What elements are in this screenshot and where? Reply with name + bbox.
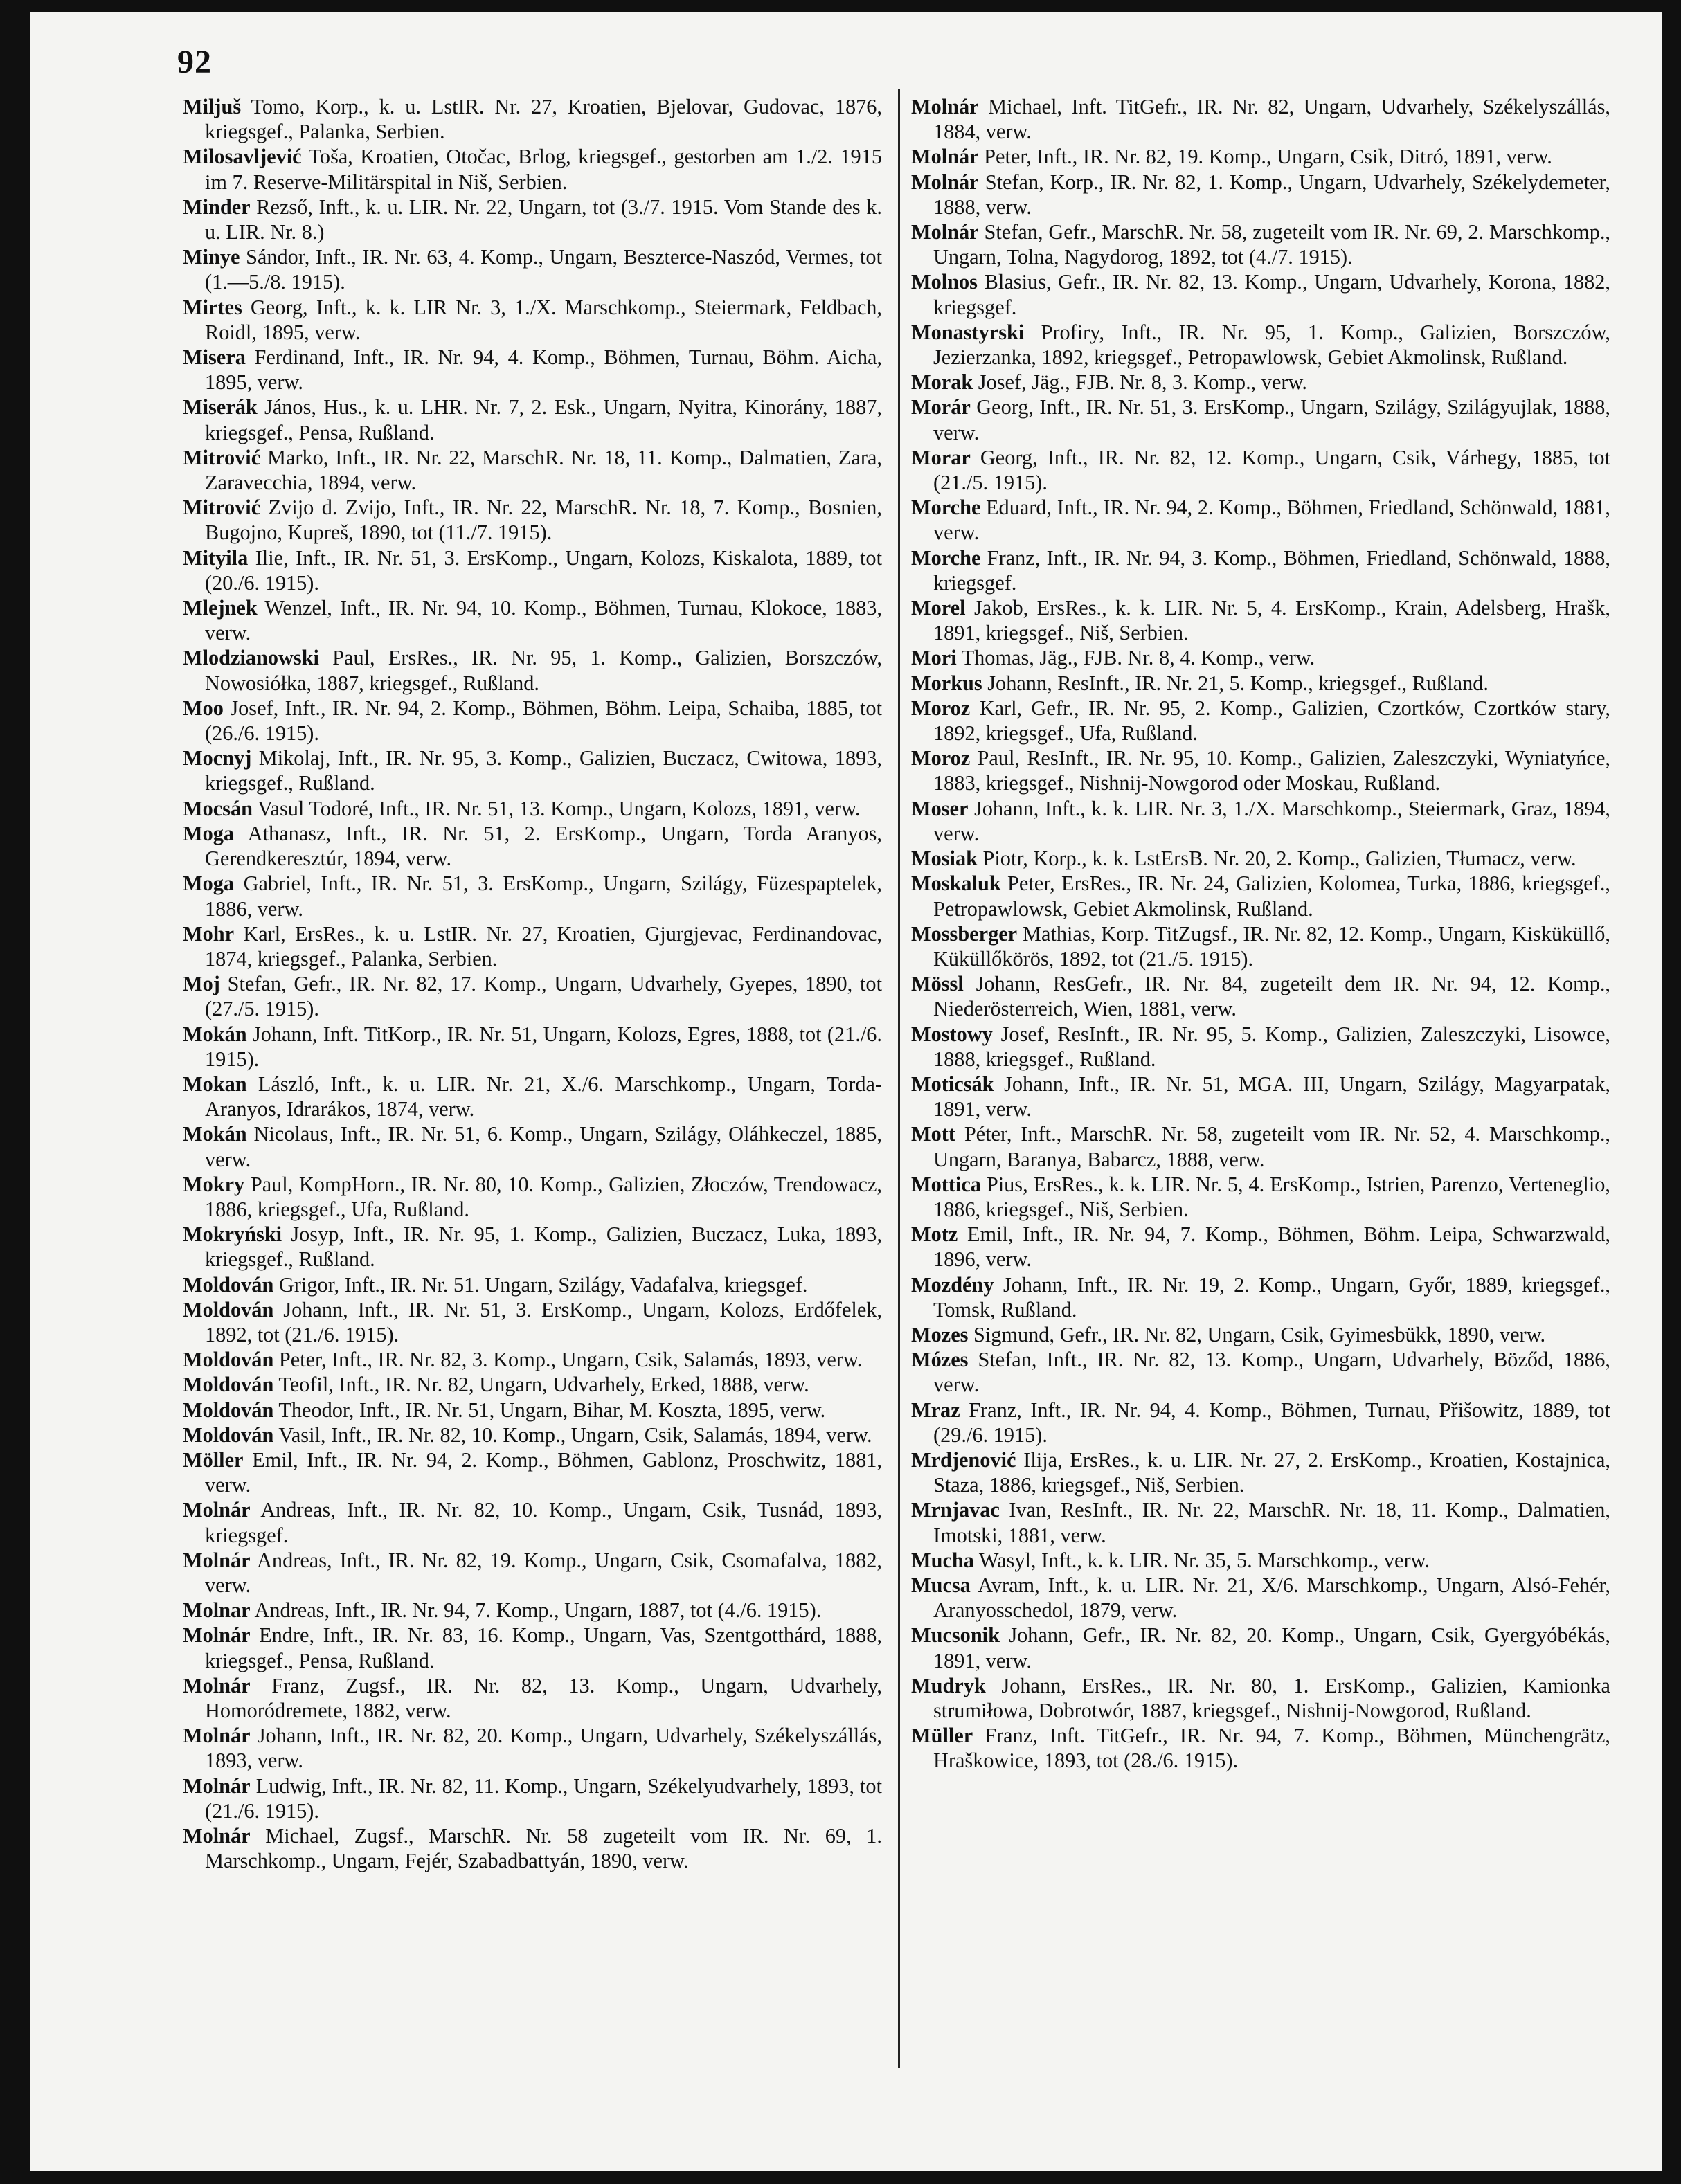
list-entry bbox=[911, 1673, 1610, 1723]
entry-surname: Morár bbox=[911, 395, 971, 419]
list-entry bbox=[183, 1172, 882, 1222]
entry-surname: Morar bbox=[911, 445, 971, 469]
list-entry bbox=[183, 1497, 882, 1547]
list-entry bbox=[911, 645, 1610, 670]
entry-details: Thomas, Jäg., FJB. Nr. 8, 4. Komp., verw. bbox=[956, 646, 1315, 670]
list-entry bbox=[183, 1598, 882, 1623]
entry-details: Toša, Kroatien, Otočac, Brlog, kriegsgef., gestorben am 1./2. 1915 im 7. Reserve-Militärspital in Niš, Serbien. bbox=[205, 145, 882, 194]
list-entry bbox=[911, 595, 1610, 645]
entry-details: Johann, ResInft., IR. Nr. 21, 5. Komp., kriegsgef., Rußland. bbox=[982, 671, 1489, 695]
entry-details: Peter, Inft., IR. Nr. 82, 19. Komp., Ungarn, Csik, Ditró, 1891, verw. bbox=[978, 145, 1552, 169]
entry-details: Franz, Zugsf., IR. Nr. 82, 13. Komp., Ungarn, Udvarhely, Homoródremete, 1882, verw. bbox=[205, 1673, 882, 1722]
list-entry bbox=[183, 445, 882, 495]
entry-surname: Morche bbox=[911, 545, 981, 570]
entry-surname: Mossberger bbox=[911, 921, 1018, 946]
entry-surname: Molnár bbox=[183, 1498, 251, 1522]
entry-surname: Mózes bbox=[911, 1348, 969, 1372]
entry-surname: Mokan bbox=[183, 1072, 247, 1096]
entry-details: Athanasz, Inft., IR. Nr. 51, 2. ErsKomp., Ungarn, Torda Aranyos, Gerendkeresztúr, 1894, verw. bbox=[205, 821, 882, 871]
list-entry bbox=[183, 1423, 882, 1447]
entry-details: Stefan, Korp., IR. Nr. 82, 1. Komp., Ungarn, Udvarhely, Székelydemeter, 1888, verw. bbox=[933, 170, 1610, 219]
entry-surname: Mott bbox=[911, 1122, 955, 1146]
entry-details: Johann, ErsRes., IR. Nr. 80, 1. ErsKomp., Galizien, Kamionka strumiłowa, Dobrotwór, 1887, kriegsgef., Nishnij-Nowgorod, Rußland. bbox=[933, 1673, 1610, 1722]
list-entry bbox=[183, 1022, 882, 1072]
entry-surname: Mössl bbox=[911, 972, 964, 996]
entry-details: Stefan, Inft., IR. Nr. 82, 13. Komp., Ungarn, Udvarhely, Böződ, 1886, verw. bbox=[933, 1348, 1610, 1397]
entry-details: László, Inft., k. u. LIR. Nr. 21, X./6. Marschkomp., Ungarn, Torda-Aranyos, Idrarákos, 1874, verw. bbox=[205, 1072, 882, 1121]
entry-surname: Milosavljević bbox=[183, 145, 302, 169]
entry-surname: Minye bbox=[183, 245, 240, 269]
entry-surname: Mostowy bbox=[911, 1022, 993, 1046]
list-entry bbox=[183, 1447, 882, 1497]
entry-details: Georg, Inft., IR. Nr. 82, 12. Komp., Ungarn, Csik, Várhegy, 1885, tot (21./5. 1915). bbox=[933, 445, 1610, 495]
list-entry bbox=[183, 871, 882, 921]
entry-details: Paul, KompHorn., IR. Nr. 80, 10. Komp., Galizien, Złoczów, Trendowacz, 1886, kriegsgef., Ufa, Rußland. bbox=[205, 1172, 882, 1221]
entry-details: Sándor, Inft., IR. Nr. 63, 4. Komp., Ungarn, Beszterce-Naszód, Vermes, tot (1.—5./8. 1915). bbox=[205, 245, 882, 294]
entry-details: Ilija, ErsRes., k. u. LIR. Nr. 27, 2. ErsKomp., Kroatien, Kostajnica, Staza, 1886, kriegsgef., Niš, Serbien. bbox=[933, 1447, 1610, 1497]
list-entry bbox=[911, 320, 1610, 370]
list-entry bbox=[911, 921, 1610, 971]
list-entry bbox=[911, 445, 1610, 495]
page-number: 92 bbox=[177, 44, 212, 80]
list-entry bbox=[183, 1398, 882, 1423]
entry-surname: Moga bbox=[183, 872, 235, 896]
list-entry bbox=[911, 871, 1610, 921]
entry-surname: Moser bbox=[911, 796, 969, 820]
entry-surname: Monastyrski bbox=[911, 320, 1025, 344]
entry-surname: Miljuš bbox=[183, 95, 242, 118]
entry-surname: Mocsán bbox=[183, 796, 253, 820]
entry-surname: Mokán bbox=[183, 1122, 247, 1146]
entry-details: Gabriel, Inft., IR. Nr. 51, 3. ErsKomp., Ungarn, Szilágy, Füzespaptelek, 1886, verw. bbox=[205, 872, 882, 921]
entry-surname: Molnár bbox=[183, 1548, 251, 1572]
entry-surname: Mucsa bbox=[911, 1573, 971, 1597]
list-entry bbox=[911, 1623, 1610, 1672]
list-entry bbox=[911, 971, 1610, 1021]
entry-details: Emil, Inft., IR. Nr. 94, 7. Komp., Böhmen, Böhm. Leipa, Schwarzwald, 1896, verw. bbox=[933, 1222, 1610, 1272]
entry-details: Franz, Inft. TitGefr., IR. Nr. 94, 7. Komp., Böhmen, Münchengrätz, Hraškowice, 1893, tot (28./6. 1915). bbox=[933, 1724, 1610, 1773]
entry-details: Franz, Inft., IR. Nr. 94, 3. Komp., Böhmen, Friedland, Schönwald, 1888, kriegsgef. bbox=[933, 545, 1610, 595]
entry-surname: Mokryński bbox=[183, 1222, 282, 1247]
list-entry bbox=[183, 645, 882, 695]
entry-details: Paul, ResInft., IR. Nr. 95, 10. Komp., Galizien, Zaleszczyki, Wyniatyńce, 1883, kriegsgef., Nishnij-Nowgorod oder Moskau, Rußland. bbox=[933, 746, 1610, 795]
entry-details: Peter, ErsRes., IR. Nr. 24, Galizien, Kolomea, Turka, 1886, kriegsgef., Petropawlowsk, Gebiet Akmolinsk, Rußland. bbox=[933, 872, 1610, 921]
list-entry bbox=[911, 170, 1610, 219]
entry-surname: Molnos bbox=[911, 270, 978, 294]
entry-details: Andreas, Inft., IR. Nr. 82, 19. Komp., Ungarn, Csik, Csomafalva, 1882, verw. bbox=[205, 1548, 882, 1597]
list-entry bbox=[183, 395, 882, 444]
list-entry bbox=[911, 269, 1610, 319]
entry-details: Tomo, Korp., k. u. LstIR. Nr. 27, Kroatien, Bjelovar, Gudovac, 1876, kriegsgef., Palanka, Serbien. bbox=[205, 95, 882, 144]
entry-details: Johann, Inft., IR. Nr. 51, 3. ErsKomp., Ungarn, Kolozs, Erdőfelek, 1892, tot (21./6. 1915). bbox=[205, 1297, 882, 1346]
entry-surname: Mozdény bbox=[911, 1272, 994, 1297]
entry-surname: Mokán bbox=[183, 1022, 247, 1046]
entry-surname: Moldován bbox=[183, 1272, 274, 1297]
entry-surname: Morak bbox=[911, 370, 973, 395]
entry-details: Grigor, Inft., IR. Nr. 51. Ungarn, Szilágy, Vadafalva, kriegsgef. bbox=[273, 1272, 808, 1297]
list-entry bbox=[183, 821, 882, 871]
list-entry bbox=[183, 545, 882, 595]
list-entry bbox=[911, 1121, 1610, 1171]
entry-surname: Moskaluk bbox=[911, 872, 1001, 896]
list-entry bbox=[911, 1347, 1610, 1397]
entry-surname: Miserák bbox=[183, 395, 258, 419]
list-entry bbox=[911, 1548, 1610, 1573]
list-entry bbox=[183, 195, 882, 244]
entry-surname: Morche bbox=[911, 496, 981, 520]
entry-surname: Molnár bbox=[183, 1824, 251, 1848]
entry-details: Michael, Inft. TitGefr., IR. Nr. 82, Ungarn, Udvarhely, Székelyszállás, 1884, verw. bbox=[933, 95, 1610, 144]
entry-details: Peter, Inft., IR. Nr. 82, 3. Komp., Ungarn, Csik, Salamás, 1893, verw. bbox=[273, 1348, 863, 1372]
entry-surname: Moldován bbox=[183, 1373, 274, 1397]
entry-details: Stefan, Gefr., IR. Nr. 82, 17. Komp., Ungarn, Udvarhely, Gyepes, 1890, tot (27./5. 1915). bbox=[205, 972, 882, 1021]
entry-surname: Moldován bbox=[183, 1348, 274, 1372]
list-entry bbox=[183, 1548, 882, 1598]
entry-details: Stefan, Gefr., MarschR. Nr. 58, zugeteilt vom IR. Nr. 69, 2. Marschkomp., Ungarn, Tolna, Nagydorog, 1892, tot (4./7. 1915). bbox=[933, 220, 1610, 269]
entry-details: Zvijo d. Zvijo, Inft., IR. Nr. 22, MarschR. Nr. 18, 7. Komp., Bosnien, Bugojno, Kupreš, 1890, tot (11./7. 1915). bbox=[205, 496, 882, 545]
entry-details: Paul, ErsRes., IR. Nr. 95, 1. Komp., Galizien, Borszczów, Nowosiółka, 1887, kriegsgef., Rußland. bbox=[205, 646, 882, 695]
entry-surname: Mohr bbox=[183, 921, 235, 946]
entry-details: Ilie, Inft., IR. Nr. 51, 3. ErsKomp., Ungarn, Kolozs, Kiskalota, 1889, tot (20./6. 1915). bbox=[205, 545, 882, 595]
list-entry bbox=[911, 796, 1610, 846]
list-entry bbox=[911, 1272, 1610, 1322]
entry-details: Johann, ResGefr., IR. Nr. 84, zugeteilt dem IR. Nr. 94, 12. Komp., Niederösterreich, Wien, 1881, verw. bbox=[933, 972, 1610, 1021]
entry-surname: Molnár bbox=[183, 1774, 251, 1798]
list-entry bbox=[183, 971, 882, 1021]
entry-surname: Molnár bbox=[183, 1673, 251, 1697]
list-entry bbox=[183, 345, 882, 395]
entry-details: Endre, Inft., IR. Nr. 83, 16. Komp., Ungarn, Vas, Szentgotthárd, 1888, kriegsgef., Pensa, Rußland. bbox=[205, 1623, 882, 1672]
list-entry bbox=[183, 1723, 882, 1773]
entry-surname: Mlejnek bbox=[183, 596, 258, 620]
list-entry bbox=[183, 295, 882, 345]
entry-details: Pius, ErsRes., k. k. LIR. Nr. 5, 4. ErsKomp., Istrien, Parenzo, Verteneglio, 1886, kriegsgef., Niš, Serbien. bbox=[933, 1172, 1610, 1221]
entry-details: Josyp, Inft., IR. Nr. 95, 1. Komp., Galizien, Buczacz, Luka, 1893, kriegsgef., Rußland. bbox=[205, 1222, 882, 1272]
entry-details: Johann, Inft., IR. Nr. 51, MGA. III, Ungarn, Szilágy, Magyarpatak, 1891, verw. bbox=[933, 1072, 1610, 1121]
list-entry bbox=[183, 244, 882, 294]
list-entry bbox=[183, 696, 882, 746]
entry-surname: Möller bbox=[183, 1447, 244, 1472]
list-entry bbox=[911, 1398, 1610, 1447]
list-entry bbox=[911, 696, 1610, 746]
entry-surname: Moticsák bbox=[911, 1072, 994, 1096]
list-entry bbox=[911, 846, 1610, 871]
entry-details: Georg, Inft., IR. Nr. 51, 3. ErsKomp., Ungarn, Szilágy, Szilágyujlak, 1888, verw. bbox=[933, 395, 1610, 444]
list-entry bbox=[911, 395, 1610, 444]
entry-surname: Molnár bbox=[911, 170, 979, 194]
list-entry bbox=[911, 1172, 1610, 1222]
entry-details: Wasyl, Inft., k. k. LIR. Nr. 35, 5. Marschkomp., verw. bbox=[973, 1548, 1430, 1572]
entry-details: Wenzel, Inft., IR. Nr. 94, 10. Komp., Böhmen, Turnau, Klokoce, 1883, verw. bbox=[205, 596, 882, 645]
list-entry bbox=[183, 495, 882, 545]
list-entry bbox=[183, 1072, 882, 1121]
list-entry bbox=[183, 1372, 882, 1397]
list-entry bbox=[183, 1297, 882, 1347]
entry-surname: Molnár bbox=[911, 145, 979, 169]
entry-details: Georg, Inft., k. k. LIR Nr. 3, 1./X. Marschkomp., Steiermark, Feldbach, Roidl, 1895, verw. bbox=[205, 295, 882, 344]
entry-surname: Müller bbox=[911, 1724, 973, 1748]
entry-details: Vasul Todoré, Inft., IR. Nr. 51, 13. Komp., Ungarn, Kolozs, 1891, verw. bbox=[252, 796, 861, 820]
entry-surname: Molnar bbox=[183, 1598, 251, 1623]
entry-surname: Mraz bbox=[911, 1398, 960, 1422]
entry-details: Jakob, ErsRes., k. k. LIR. Nr. 5, 4. ErsKomp., Krain, Adelsberg, Hrašk, 1891, kriegsgef., Niš, Serbien. bbox=[933, 596, 1610, 645]
entry-details: Franz, Inft., IR. Nr. 94, 4. Komp., Böhmen, Turnau, Přišowitz, 1889, tot (29./6. 1915). bbox=[933, 1398, 1610, 1447]
list-entry bbox=[911, 1723, 1610, 1773]
entry-surname: Mucha bbox=[911, 1548, 974, 1572]
entry-details: Ferdinand, Inft., IR. Nr. 94, 4. Komp., Böhmen, Turnau, Böhm. Aicha, 1895, verw. bbox=[205, 345, 882, 395]
entry-surname: Mucsonik bbox=[911, 1623, 1000, 1648]
list-entry bbox=[183, 1623, 882, 1672]
entry-surname: Mrnjavac bbox=[911, 1498, 1000, 1522]
list-entry bbox=[911, 370, 1610, 395]
entry-details: Emil, Inft., IR. Nr. 94, 2. Komp., Böhmen, Gablonz, Proschwitz, 1881, verw. bbox=[205, 1447, 882, 1497]
list-entry bbox=[911, 545, 1610, 595]
entry-details: Nicolaus, Inft., IR. Nr. 51, 6. Komp., Ungarn, Szilágy, Oláhkeczel, 1885, verw. bbox=[205, 1122, 882, 1171]
entry-details: Profiry, Inft., IR. Nr. 95, 1. Komp., Galizien, Borszczów, Jezierzanka, 1892, kriegsgef., Petropawlowsk, Gebiet Akmolinsk, Rußland. bbox=[933, 320, 1610, 370]
list-entry bbox=[911, 94, 1610, 144]
entry-surname: Moroz bbox=[911, 696, 971, 720]
list-entry bbox=[183, 1774, 882, 1823]
entry-surname: Moo bbox=[183, 696, 224, 720]
entry-details: Avram, Inft., k. u. LIR. Nr. 21, X/6. Marschkomp., Ungarn, Alsó-Fehér, Aranyosschedol, 1879, verw. bbox=[933, 1573, 1610, 1623]
list-entry bbox=[911, 746, 1610, 795]
entry-surname: Mitrović bbox=[183, 445, 261, 469]
entry-surname: Minder bbox=[183, 195, 251, 219]
entry-details: Theodor, Inft., IR. Nr. 51, Ungarn, Bihar, M. Koszta, 1895, verw. bbox=[273, 1398, 826, 1422]
list-entry bbox=[183, 796, 882, 821]
entry-surname: Mottica bbox=[911, 1172, 981, 1196]
entry-details: Andreas, Inft., IR. Nr. 94, 7. Komp., Ungarn, 1887, tot (4./6. 1915). bbox=[250, 1598, 822, 1623]
entry-details: Josef, ResInft., IR. Nr. 95, 5. Komp., Galizien, Zaleszczyki, Lisowce, 1888, kriegsgef., Rußland. bbox=[933, 1022, 1610, 1071]
list-entry bbox=[911, 144, 1610, 169]
entry-surname: Mocnyj bbox=[183, 746, 252, 770]
entry-surname: Mokry bbox=[183, 1172, 245, 1196]
entry-details: Péter, Inft., MarschR. Nr. 58, zugeteilt vom IR. Nr. 52, 4. Marschkomp., Ungarn, Baranya, Babarcz, 1888, verw. bbox=[933, 1122, 1610, 1171]
entry-surname: Mosiak bbox=[911, 847, 978, 871]
entry-surname: Mitrović bbox=[183, 496, 261, 520]
entry-details: Eduard, Inft., IR. Nr. 94, 2. Komp., Böhmen, Friedland, Schönwald, 1881, verw. bbox=[933, 496, 1610, 545]
list-entry bbox=[911, 1322, 1610, 1347]
list-entry bbox=[183, 1222, 882, 1272]
entry-surname: Molnár bbox=[183, 1623, 251, 1648]
left-column bbox=[183, 94, 882, 1873]
list-entry bbox=[183, 1347, 882, 1372]
entry-details: Johann, Gefr., IR. Nr. 82, 20. Komp., Ungarn, Csik, Gyergyóbékás, 1891, verw. bbox=[933, 1623, 1610, 1672]
entry-surname: Mlodzianowski bbox=[183, 646, 319, 670]
list-entry bbox=[183, 921, 882, 971]
entry-details: Michael, Zugsf., MarschR. Nr. 58 zugeteilt vom IR. Nr. 69, 1. Marschkomp., Ungarn, Fejér, Szabadbattyán, 1890, verw. bbox=[205, 1824, 882, 1873]
entry-surname: Moga bbox=[183, 821, 235, 845]
entry-surname: Moroz bbox=[911, 746, 971, 770]
entry-details: Marko, Inft., IR. Nr. 22, MarschR. Nr. 18, 11. Komp., Dalmatien, Zara, Zaravecchia, 1894, verw. bbox=[205, 445, 882, 495]
entry-details: Johann, Inft., IR. Nr. 19, 2. Komp., Ungarn, Győr, 1889, kriegsgef., Tomsk, Rußland. bbox=[933, 1272, 1610, 1321]
list-entry bbox=[183, 1823, 882, 1873]
entry-surname: Mityila bbox=[183, 545, 249, 570]
list-entry bbox=[911, 1573, 1610, 1623]
entry-details: Teofil, Inft., IR. Nr. 82, Ungarn, Udvarhely, Erked, 1888, verw. bbox=[273, 1373, 809, 1397]
entry-surname: Misera bbox=[183, 345, 246, 370]
entry-surname: Motz bbox=[911, 1222, 958, 1247]
entry-details: Johann, Inft. TitKorp., IR. Nr. 51, Ungarn, Kolozs, Egres, 1888, tot (21./6. 1915). bbox=[205, 1022, 882, 1071]
entry-surname: Moldován bbox=[183, 1398, 274, 1422]
entry-surname: Mirtes bbox=[183, 295, 242, 319]
list-entry bbox=[911, 1497, 1610, 1547]
entry-details: Mathias, Korp. TitZugsf., IR. Nr. 82, 12. Komp., Ungarn, Kisküküllő, Küküllőkörös, 1892, tot (21./5. 1915). bbox=[933, 921, 1610, 971]
entry-surname: Mudryk bbox=[911, 1673, 986, 1697]
entry-surname: Moldován bbox=[183, 1423, 274, 1447]
entry-details: Sigmund, Gefr., IR. Nr. 82, Ungarn, Csik, Gyimesbükk, 1890, verw. bbox=[968, 1322, 1546, 1346]
entry-details: Karl, ErsRes., k. u. LstIR. Nr. 27, Kroatien, Gjurgjevac, Ferdinandovac, 1874, kriegsgef., Palanka, Serbien. bbox=[205, 921, 882, 971]
entry-details: Piotr, Korp., k. k. LstErsB. Nr. 20, 2. Komp., Galizien, Tłumacz, verw. bbox=[977, 847, 1576, 871]
entry-surname: Mozes bbox=[911, 1322, 969, 1346]
list-entry bbox=[911, 1072, 1610, 1121]
entry-details: János, Hus., k. u. LHR. Nr. 7, 2. Esk., Ungarn, Nyitra, Kinorány, 1887, kriegsgef., Pensa, Rußland. bbox=[205, 395, 882, 444]
list-entry bbox=[911, 1222, 1610, 1272]
entry-details: Mikolaj, Inft., IR. Nr. 95, 3. Komp., Galizien, Buczacz, Cwitowa, 1893, kriegsgef., Rußland. bbox=[205, 746, 882, 795]
list-entry bbox=[183, 94, 882, 144]
entry-details: Josef, Jäg., FJB. Nr. 8, 3. Komp., verw. bbox=[973, 370, 1307, 395]
entry-details: Josef, Inft., IR. Nr. 94, 2. Komp., Böhmen, Böhm. Leipa, Schaiba, 1885, tot (26./6. 1915). bbox=[205, 696, 882, 746]
document-page bbox=[30, 12, 1662, 2171]
list-entry bbox=[911, 219, 1610, 269]
entry-details: Johann, Inft., k. k. LIR. Nr. 3, 1./X. Marschkomp., Steiermark, Graz, 1894, verw. bbox=[933, 796, 1610, 845]
list-entry bbox=[911, 495, 1610, 545]
list-entry bbox=[183, 595, 882, 645]
right-column bbox=[911, 94, 1610, 1774]
entry-details: Karl, Gefr., IR. Nr. 95, 2. Komp., Galizien, Czortków, Czortków stary, 1892, kriegsgef., Ufa, Rußland. bbox=[933, 696, 1610, 746]
list-entry bbox=[911, 1447, 1610, 1497]
entry-surname: Moldován bbox=[183, 1297, 274, 1321]
entry-details: Ludwig, Inft., IR. Nr. 82, 11. Komp., Ungarn, Székelyudvarhely, 1893, tot (21./6. 1915). bbox=[205, 1774, 882, 1823]
entry-surname: Molnár bbox=[911, 220, 979, 244]
list-entry bbox=[911, 671, 1610, 696]
list-entry bbox=[911, 1022, 1610, 1072]
list-entry bbox=[183, 144, 882, 194]
list-entry bbox=[183, 1121, 882, 1171]
entry-surname: Moj bbox=[183, 972, 220, 996]
entry-surname: Molnár bbox=[183, 1724, 251, 1748]
list-entry bbox=[183, 1272, 882, 1297]
entry-details: Blasius, Gefr., IR. Nr. 82, 13. Komp., Ungarn, Udvarhely, Korona, 1882, kriegsgef. bbox=[933, 270, 1610, 319]
list-entry bbox=[183, 746, 882, 795]
entry-details: Vasil, Inft., IR. Nr. 82, 10. Komp., Ungarn, Csik, Salamás, 1894, verw. bbox=[273, 1423, 872, 1447]
entry-surname: Mori bbox=[911, 646, 957, 670]
entry-details: Rezső, Inft., k. u. LIR. Nr. 22, Ungarn, tot (3./7. 1915. Vom Stande des k. u. LIR. Nr. 8.) bbox=[205, 195, 882, 244]
entry-surname: Morkus bbox=[911, 671, 982, 695]
entry-surname: Molnár bbox=[911, 95, 979, 118]
entry-surname: Morel bbox=[911, 596, 966, 620]
entry-surname: Mrdjenović bbox=[911, 1447, 1016, 1472]
entry-details: Ivan, ResInft., IR. Nr. 22, MarschR. Nr. 18, 11. Komp., Dalmatien, Imotski, 1881, verw. bbox=[933, 1498, 1610, 1547]
list-entry bbox=[183, 1673, 882, 1723]
column-divider bbox=[898, 89, 900, 2068]
entry-details: Johann, Inft., IR. Nr. 82, 20. Komp., Ungarn, Udvarhely, Székelyszállás, 1893, verw. bbox=[205, 1724, 882, 1773]
entry-details: Andreas, Inft., IR. Nr. 82, 10. Komp., Ungarn, Csik, Tusnád, 1893, kriegsgef. bbox=[205, 1498, 882, 1547]
